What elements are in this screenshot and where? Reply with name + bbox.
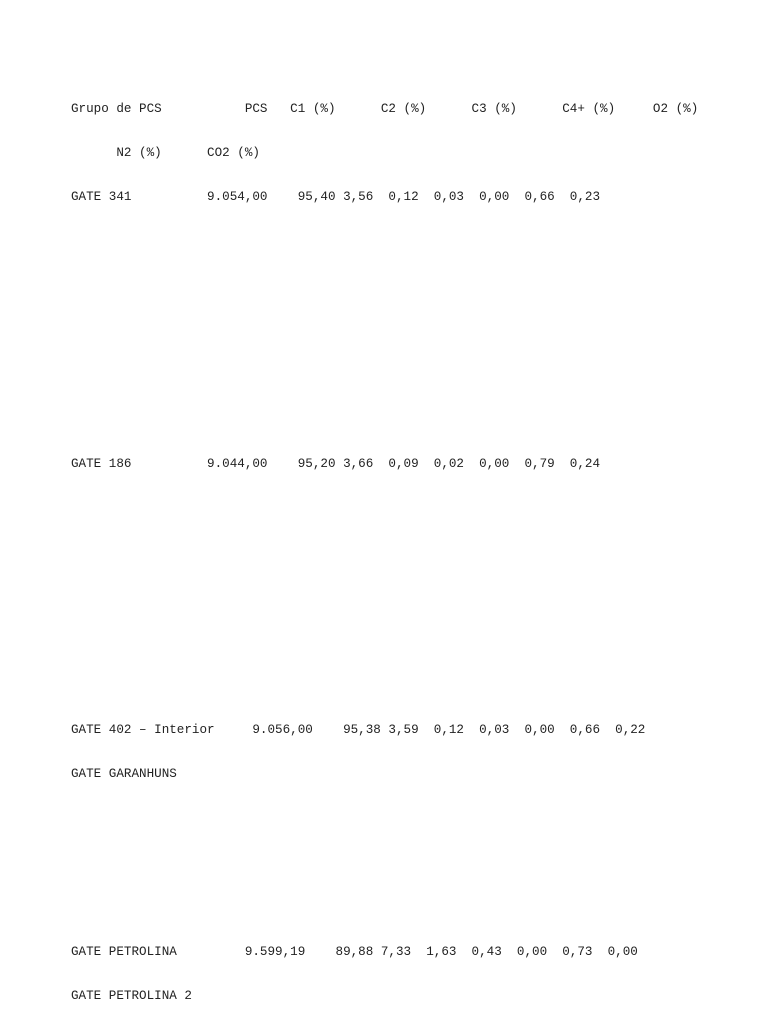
blank-line — [71, 634, 698, 649]
blank-line — [71, 368, 698, 383]
header-line-1: Grupo de PCS PCS C1 (%) C2 (%) C3 (%) C4+ (%) O2 (%) — [71, 101, 699, 116]
blank-line — [71, 412, 698, 427]
row-gate-petrolina-2: GATE PETROLINA 2 — [71, 989, 192, 1004]
blank-line — [71, 279, 698, 294]
blank-line — [71, 501, 698, 516]
row-gate-186: GATE 186 9.044,00 95,20 3,66 0,09 0,02 0,00 0,79 0,24 — [71, 456, 601, 471]
blank-line — [71, 324, 698, 339]
blank-line — [71, 590, 698, 605]
blank-line — [71, 812, 698, 827]
header-line-2: N2 (%) CO2 (%) — [71, 145, 260, 160]
row-gate-garanhuns: GATE GARANHUNS — [71, 767, 177, 782]
blank-line — [71, 856, 698, 871]
blank-line — [71, 679, 698, 694]
row-gate-341: GATE 341 9.054,00 95,40 3,56 0,12 0,03 0,00 0,66 0,23 — [71, 190, 601, 205]
blank-line — [71, 235, 698, 250]
row-gate-petrolina: GATE PETROLINA 9.599,19 89,88 7,33 1,63 0,43 0,00 0,73 0,00 — [71, 945, 638, 960]
document-text — [71, 72, 698, 1034]
blank-line — [71, 546, 698, 561]
blank-line — [71, 901, 698, 916]
row-gate-402-interior: GATE 402 – Interior 9.056,00 95,38 3,59 0,12 0,03 0,00 0,66 0,22 — [71, 723, 646, 738]
